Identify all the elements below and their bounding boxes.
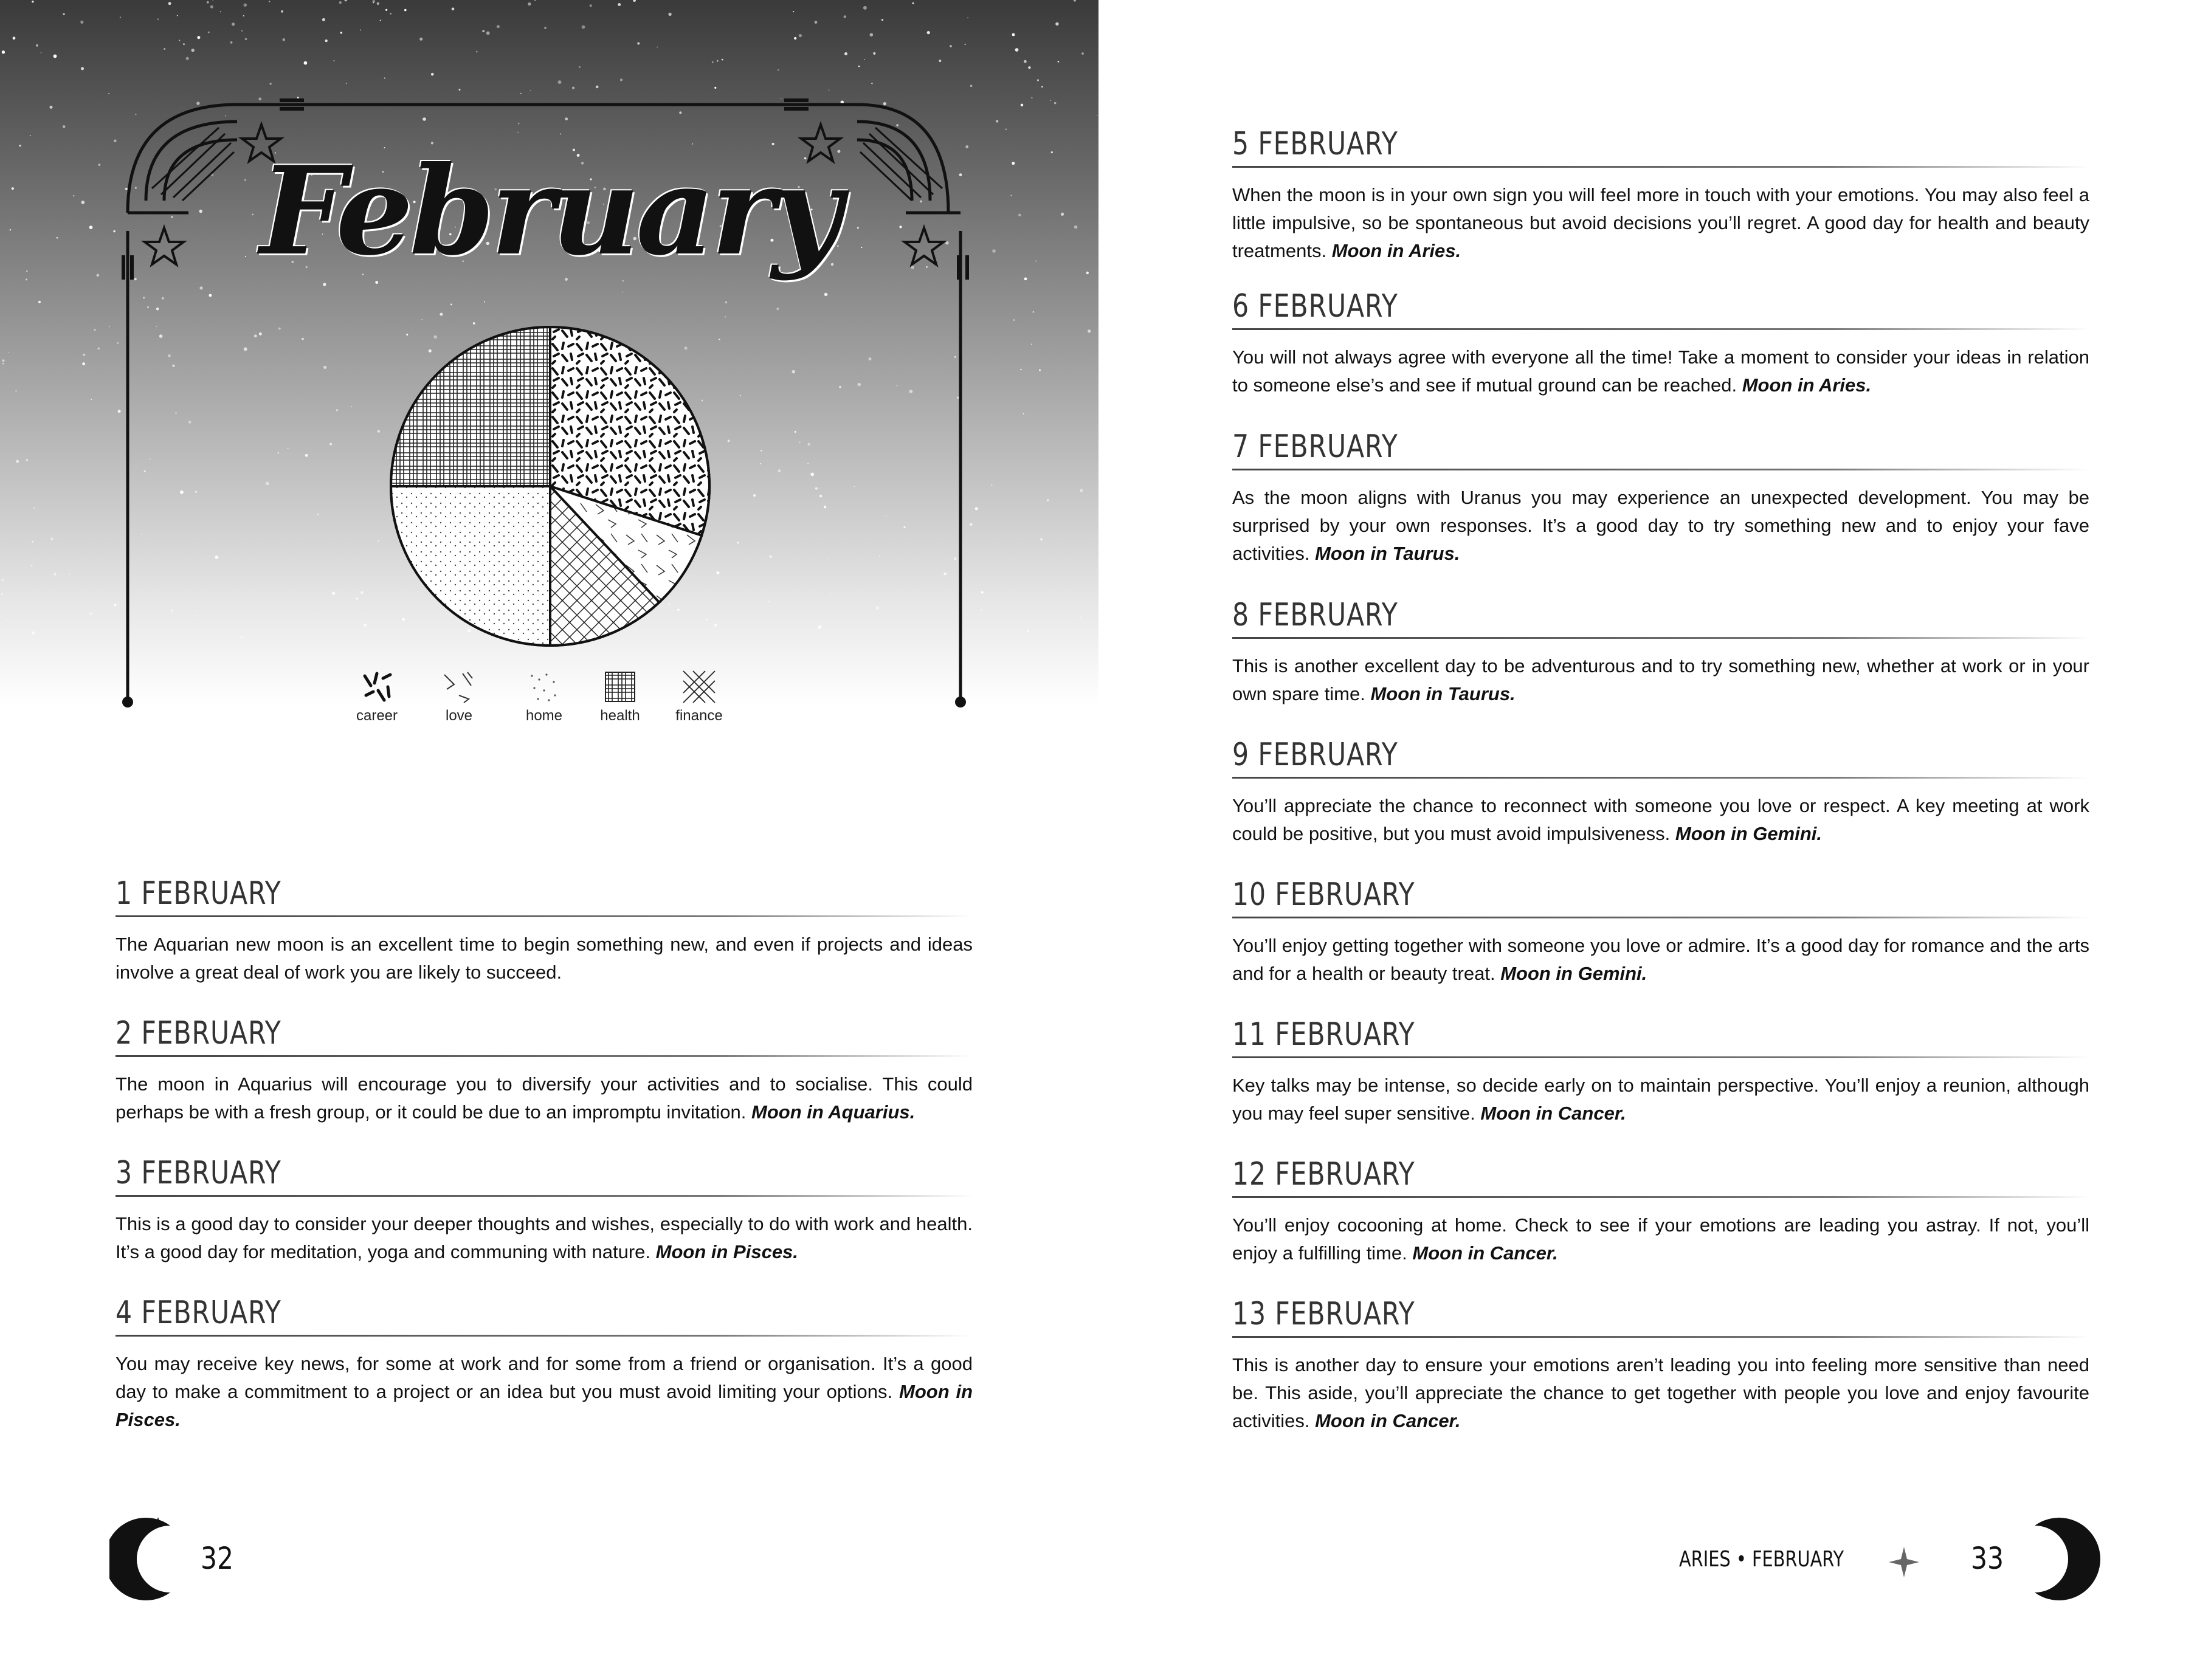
day-entry	[1232, 596, 2089, 708]
page-number: 33	[1971, 1541, 2004, 1576]
forecast-text: Key talks may be intense, so decide early on to maintain perspective. You’ll enjoy a reunion, although you may feel super sensitive.	[1232, 1075, 2089, 1124]
heading-rule	[1232, 1336, 2089, 1338]
day-forecast	[116, 1210, 973, 1266]
day-entry	[1232, 1295, 2089, 1435]
legend-label: finance	[675, 707, 723, 724]
page-number: 32	[201, 1541, 234, 1576]
day-heading: 9 FEBRUARY	[1232, 737, 1398, 773]
day-forecast	[116, 1350, 973, 1434]
moon-sign: Moon in Taurus.	[1370, 683, 1516, 704]
day-forecast	[1232, 484, 2089, 568]
forecast-text: You’ll appreciate the chance to reconnect with someone you love or respect. A key meeting at work could be positive, but you must avoid impulsiveness.	[1232, 795, 2089, 844]
legend-label: career	[356, 707, 398, 724]
heading-rule	[1232, 637, 2089, 639]
life-areas-pie-chart	[380, 316, 720, 656]
day-entry	[1232, 875, 2089, 988]
forecast-text: You’ll enjoy getting together with someone you love or admire. It’s a good day for romance and the arts and for a health or beauty treat.	[1232, 935, 2089, 984]
forecast-text: As the moon aligns with Uranus you may experience an unexpected development. You may be surprised by your own responses. It’s a good day to try something new and to enjoy your fave activities.	[1232, 487, 2089, 564]
heading-rule	[1232, 777, 2089, 779]
pie-legend	[340, 669, 766, 735]
heading-rule	[116, 915, 973, 917]
moon-sign: Moon in Aries.	[1331, 240, 1461, 261]
moon-sign: Moon in Gemini.	[1675, 823, 1822, 844]
legend-item-finance	[663, 669, 736, 725]
heading-rule	[116, 1195, 973, 1197]
day-heading: 8 FEBRUARY	[1232, 597, 1398, 633]
pie-slice-home	[391, 486, 550, 645]
left-page	[0, 0, 1098, 1680]
moon-sign: Moon in Cancer.	[1315, 1410, 1461, 1431]
day-heading: 5 FEBRUARY	[1232, 126, 1398, 162]
moon-sign: Moon in Pisces.	[116, 1381, 973, 1430]
day-entry	[1232, 735, 2089, 848]
heading-rule	[1232, 166, 2089, 168]
legend-label: love	[445, 707, 473, 724]
career-pattern-icon	[359, 669, 395, 705]
moon-sign: Moon in Gemini.	[1500, 963, 1647, 984]
heading-rule	[1232, 1056, 2089, 1058]
month-title: February	[260, 140, 839, 283]
heading-rule	[1232, 1196, 2089, 1198]
day-forecast	[1232, 181, 2089, 265]
forecast-text: The moon in Aquarius will encourage you to diversify your activities and to socialise. This could perhaps be with a fresh group, or it could be due to an impromptu invitation.	[116, 1073, 973, 1123]
moon-sign: Moon in Aquarius.	[751, 1101, 916, 1123]
day-forecast	[1232, 1211, 2089, 1267]
four-point-star-icon	[1889, 1547, 1919, 1577]
legend-label: health	[600, 707, 640, 724]
moon-sign: Moon in Cancer.	[1480, 1103, 1626, 1124]
day-entry	[116, 1014, 973, 1126]
love-pattern-icon	[441, 669, 477, 705]
heading-rule	[1232, 469, 2089, 470]
day-entry	[116, 1154, 973, 1266]
day-heading: 2 FEBRUARY	[116, 1015, 281, 1052]
day-forecast	[1232, 1072, 2089, 1127]
heading-rule	[1232, 917, 2089, 918]
forecast-text: When the moon is in your own sign you will feel more in touch with your emotions. You may also feel a little impulsive, so be spontaneous but avoid decisions you’ll regret. A good day for health and beauty treatments.	[1232, 184, 2089, 261]
day-heading: 11 FEBRUARY	[1232, 1016, 1415, 1053]
forecast-text: This is another excellent day to be adventurous and to try something new, whether at work or in your own spare time.	[1232, 655, 2089, 704]
forecast-text: The Aquarian new moon is an excellent time to begin something new, and even if projects and ideas involve a great deal of work you are likely to succeed.	[116, 934, 973, 983]
home-pattern-icon	[526, 669, 562, 705]
moon-sign: Moon in Pisces.	[655, 1241, 798, 1262]
day-heading: 6 FEBRUARY	[1232, 288, 1398, 325]
day-entry	[1232, 287, 2089, 399]
day-heading: 10 FEBRUARY	[1232, 876, 1415, 913]
forecast-text: You may receive key news, for some at work and for some from a friend or organisation. It’s a good day to make a commitment to a project or an idea but you must avoid limiting your options.	[116, 1353, 973, 1402]
day-forecast	[1232, 792, 2089, 848]
legend-item-home	[508, 669, 581, 725]
day-forecast	[1232, 1351, 2089, 1435]
day-heading: 7 FEBRUARY	[1232, 429, 1398, 465]
day-forecast	[1232, 343, 2089, 399]
moon-sign: Moon in Aries.	[1742, 374, 1872, 396]
day-heading: 3 FEBRUARY	[116, 1155, 281, 1191]
forecast-text: You will not always agree with everyone all the time! Take a moment to consider your ideas in relation to someone else’s and see if mutual ground can be reached.	[1232, 346, 2089, 396]
day-entry	[116, 1293, 973, 1434]
legend-item-love	[422, 669, 495, 725]
day-forecast	[116, 931, 973, 986]
day-forecast	[1232, 652, 2089, 708]
day-forecast	[1232, 932, 2089, 988]
health-pattern-icon	[602, 669, 638, 705]
pie-slice-health	[391, 327, 550, 486]
legend-item-career	[340, 669, 413, 725]
crescent-moon-icon	[109, 1513, 207, 1605]
day-heading: 13 FEBRUARY	[1232, 1296, 1415, 1332]
finance-pattern-icon	[681, 669, 717, 705]
legend-label: home	[525, 707, 563, 724]
legend-item-health	[584, 669, 657, 725]
moon-sign: Moon in Taurus.	[1315, 543, 1460, 564]
day-heading: 4 FEBRUARY	[116, 1295, 281, 1331]
forecast-text: You’ll enjoy cocooning at home. Check to see if your emotions are leading you astray. If not, you’ll enjoy a fulfilling time.	[1232, 1214, 2089, 1264]
heading-rule	[1232, 328, 2089, 330]
running-head: ARIES • FEBRUARY	[1679, 1547, 1844, 1572]
moon-sign: Moon in Cancer.	[1412, 1242, 1558, 1264]
heading-rule	[116, 1055, 973, 1057]
pie-slices	[391, 327, 709, 645]
day-entry	[1232, 1015, 2089, 1127]
day-entry	[1232, 125, 2089, 265]
forecast-text: This is a good day to consider your deeper thoughts and wishes, especially to do with work and health. It’s a good day for meditation, yoga and communing with nature.	[116, 1213, 973, 1262]
day-entry	[1232, 427, 2089, 568]
forecast-text: This is another day to ensure your emotions aren’t leading you into feeling more sensitive than need be. This aside, you’ll appreciate the chance to get together with people you love and enjoy favourite activities.	[1232, 1354, 2089, 1431]
heading-rule	[116, 1335, 973, 1337]
day-forecast	[116, 1070, 973, 1126]
crescent-moon-icon	[2010, 1513, 2108, 1605]
day-entry	[1232, 1155, 2089, 1267]
day-heading: 12 FEBRUARY	[1232, 1156, 1415, 1193]
right-page	[1098, 0, 2197, 1680]
day-heading: 1 FEBRUARY	[116, 875, 281, 912]
day-entry	[116, 874, 973, 986]
